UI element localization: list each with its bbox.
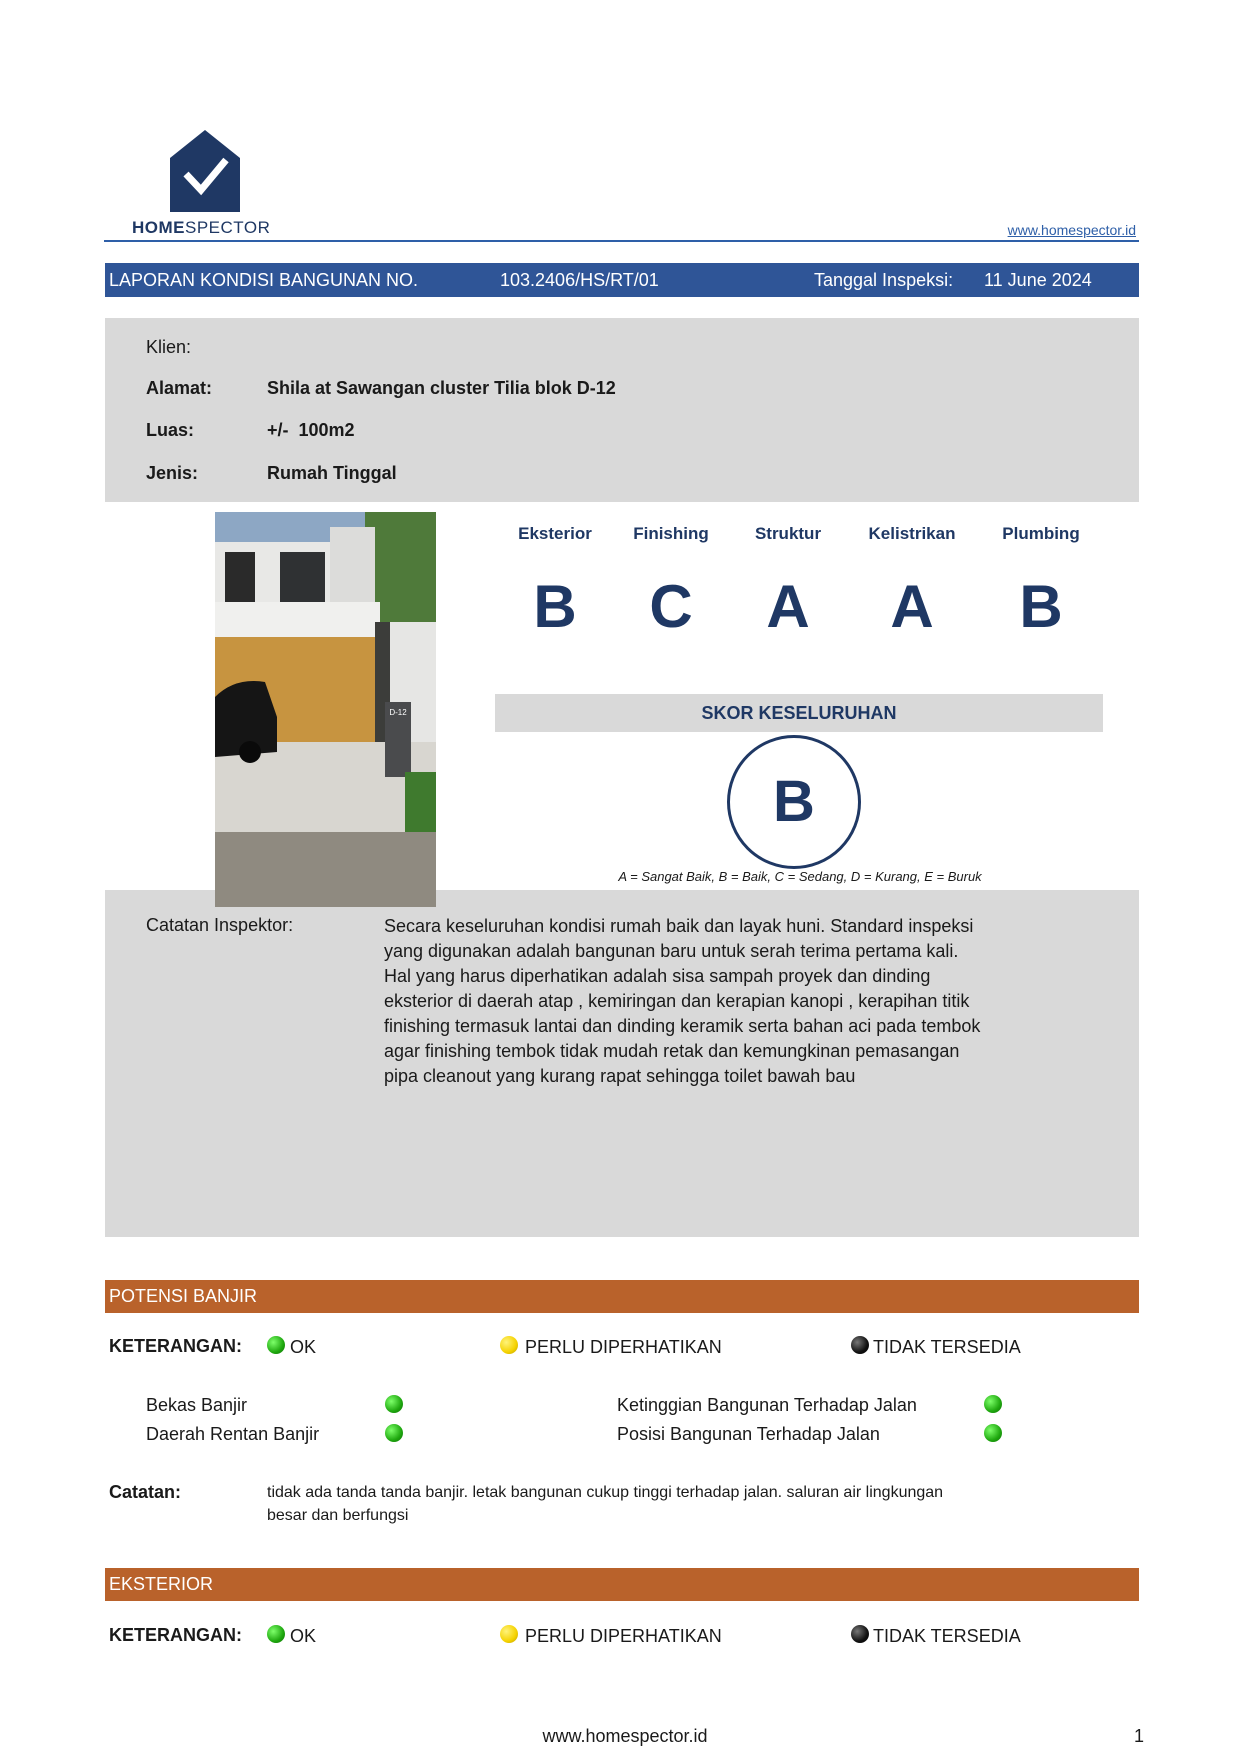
inspection-date-label: Tanggal Inspeksi: — [814, 270, 954, 290]
warning-dot-icon — [500, 1336, 518, 1354]
area-value: +/- 100m2 — [267, 420, 355, 440]
score-grade-plumbing: B — [1019, 573, 1063, 640]
inspection-date: 11 June 2024 — [984, 270, 1092, 290]
flood-item-bekas-banjir: Bekas Banjir — [146, 1395, 248, 1415]
flood-item-ketinggian: Ketinggian Bangunan Terhadap Jalan — [617, 1395, 917, 1415]
score-label-finishing: Finishing — [633, 524, 709, 543]
warning-dot-icon — [500, 1625, 518, 1643]
inspector-notes-label: Catatan Inspektor: — [146, 915, 294, 935]
legend-tidak-flood: TIDAK TERSEDIA — [873, 1337, 1021, 1357]
legend-label-flood: KETERANGAN: — [109, 1336, 242, 1356]
flood-notes-text: tidak ada tanda tanda banjir. letak bangunan cukup tinggi terhadap jalan. saluran air lingkungan besar dan berfungsi — [267, 1484, 944, 1524]
status-ok-icon — [385, 1424, 403, 1442]
legend-perlu-flood: PERLU DIPERHATIKAN — [525, 1337, 722, 1357]
flood-item-posisi: Posisi Bangunan Terhadap Jalan — [617, 1424, 880, 1444]
client-info-box — [105, 318, 1139, 502]
flood-item-rentan-banjir: Daerah Rentan Banjir — [146, 1424, 320, 1444]
status-ok-icon — [385, 1395, 403, 1413]
flood-section-header: POTENSI BANJIR — [105, 1280, 1139, 1313]
house-number-sign: D-12 — [389, 708, 407, 717]
area-label: Luas: — [146, 420, 195, 440]
ok-dot-icon — [267, 1336, 285, 1354]
grade-legend: A = Sangat Baik, B = Baik, C = Sedang, D = Kurang, E = Buruk — [618, 869, 982, 884]
report-title: LAPORAN KONDISI BANGUNAN NO. — [109, 270, 419, 290]
page-number: 1 — [1133, 1726, 1144, 1746]
type-value: Rumah Tinggal — [267, 463, 397, 483]
status-ok-icon — [984, 1424, 1002, 1442]
score-grade-struktur: A — [766, 573, 810, 640]
report-title-bar — [105, 263, 1139, 297]
score-label-eksterior: Eksterior — [518, 524, 592, 543]
address-value: Shila at Sawangan cluster Tilia blok D-12 — [267, 378, 616, 398]
overall-score-label: SKOR KESELURUHAN — [495, 694, 1103, 732]
score-label-plumbing: Plumbing — [1002, 524, 1080, 543]
inspector-notes-text: Secara keseluruhan kondisi rumah baik dan layak huni. Standard inspeksi yang digunakan adalah bangunan baru untuk serah terima pertama kali. Hal yang harus diperhatikan adalah sisa sampah proyek dan dinding eksterior di daerah atap , kemiringan dan kerapian kanopi , kerapihan titik finishing termasuk lantai dan dinding keramik serta bahan aci pada tembok agar finishing tembok tidak mudah retak dan kemungkinan pemasangan pipa cleanout yang kurang rapat sehingga toilet bawah bau — [384, 916, 981, 1086]
score-grade-eksterior: B — [533, 573, 577, 640]
type-label: Jenis: — [146, 463, 199, 483]
score-grade-finishing: C — [649, 573, 693, 640]
legend-tidak-exterior: TIDAK TERSEDIA — [873, 1626, 1021, 1646]
score-grade-kelistrikan: A — [890, 573, 934, 640]
legend-perlu-exterior: PERLU DIPERHATIKAN — [525, 1626, 722, 1646]
score-label-kelistrikan: Kelistrikan — [868, 524, 956, 543]
flood-notes-label: Catatan: — [109, 1482, 182, 1502]
exterior-section-header: EKSTERIOR — [105, 1568, 1139, 1601]
na-dot-icon — [851, 1625, 869, 1643]
score-label-struktur: Struktur — [754, 524, 822, 543]
client-label: Klien: — [146, 337, 192, 357]
legend-ok-exterior: OK — [290, 1626, 317, 1646]
footer-website-link[interactable]: www.homespector.id — [542, 1726, 708, 1746]
website-link[interactable]: www.homespector.id — [1007, 222, 1136, 238]
homespector-logo-icon — [170, 130, 240, 212]
report-number: 103.2406/HS/RT/01 — [500, 270, 659, 290]
overall-score-grade: B — [727, 735, 861, 869]
na-dot-icon — [851, 1336, 869, 1354]
status-ok-icon — [984, 1395, 1002, 1413]
house-photo — [215, 512, 436, 907]
legend-ok-flood: OK — [290, 1337, 317, 1357]
address-label: Alamat: — [146, 378, 213, 398]
brand-name: HOMESPECTOR — [132, 218, 271, 237]
header-divider — [104, 240, 1139, 242]
ok-dot-icon — [267, 1625, 285, 1643]
legend-label-exterior: KETERANGAN: — [109, 1625, 242, 1645]
